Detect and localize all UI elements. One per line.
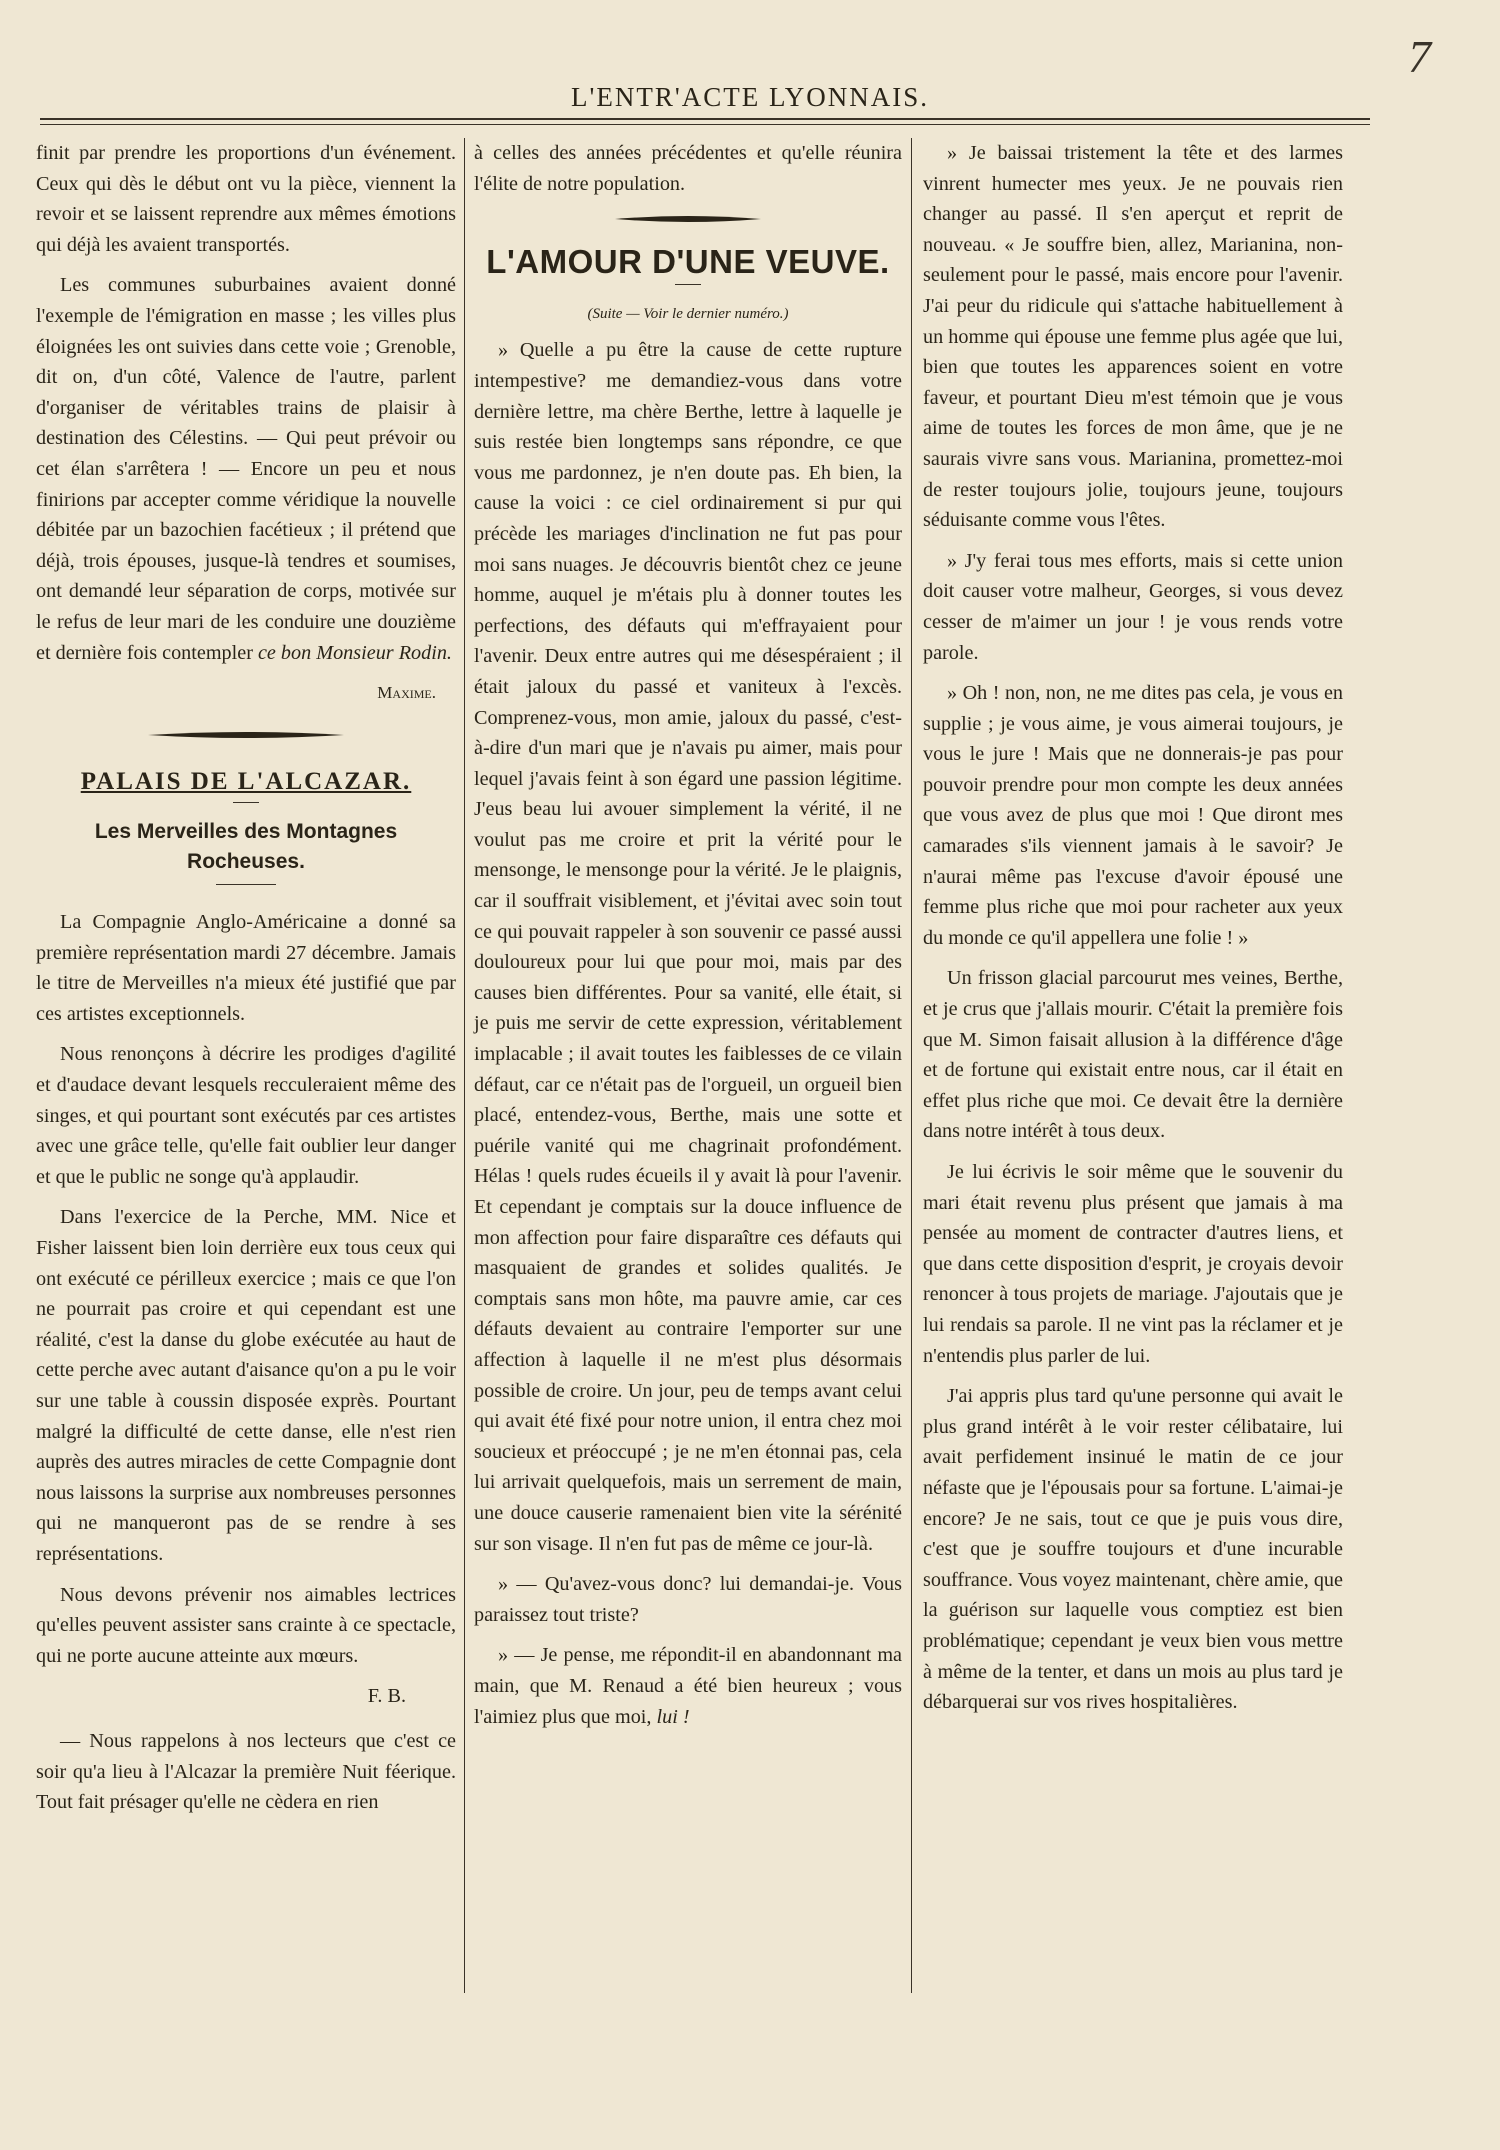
story-paragraph: » J'y ferai tous mes efforts, mais si cette union doit causer votre malheur, Georges, si vous devez cesser de m'aimer un jour ! je vous rends votre parole. — [923, 549, 1343, 664]
header-rule — [40, 118, 1370, 120]
page-number: 7 — [1408, 31, 1431, 82]
story-paragraph — [474, 1640, 902, 1732]
ornament-icon — [613, 213, 763, 225]
story-paragraph: » Oh ! non, non, ne me dites pas cela, je vous en supplie ; je vous aime, je vous aimerai toujours, je vous le jure ! Mais que ne donnerais-je pas pour pouvoir prendre pour mon compte les deux années que vous avez de plus que moi ! Que diront mes camarades s'ils viennent jamais à le savoir? Je n'aurai même pas l'excuse d'avoir épousé une femme plus riche que moi pour racheter aux yeux du monde ce qu'il appellera une folie ! » — [923, 682, 1343, 949]
story-paragraph: Un frisson glacial parcourut mes veines, Berthe, et je crus que j'allais mourir. C'était la première fois que M. Simon faisait allusion à la différence d'âge et de fortune qui existait entre nous, car il était en effet plus riche que moi. Ce devait être la dernière dans notre intérêt à tous deux. — [923, 967, 1343, 1143]
author-signature: F. B. — [367, 1685, 406, 1708]
column-2 — [474, 138, 902, 1742]
story-paragraph: » Quelle a pu être la cause de cette rupture intempestive? me demandiez-vous dans votre dernière lettre, ma chère Berthe, lettre à laquelle je suis restée bien longtemps sans répondre, ce que vous me pardonnez, je n'en doute pas. Eh bien, la cause la voici : ce ciel ordinairement si pur qui précède les mariages d'inclination ne fut pas pour moi sans nuages. Je découvris bientôt chez ce jeune homme, auquel je m'étais plu à donner toutes les perfections, des défauts qui m'effrayaient pour l'avenir. Deux entre autres qui me désespéraient ; il était jaloux du passé et vaniteux à l'excès. Comprenez-vous, mon amie, jaloux du passé, c'est-à-dire d'un mari que je n'avais pu aimer, mais pour lequel j'avais feint à son égard une passion légitime. J'eus beau lui avouer simplement la vérité, il ne voulut pas me croire et prit la vérité pour le mensonge, le mensonge pour la vérité. Je le plaignis, car il souffrait visiblement, et j'évitai avec soin tout ce qui pouvait rappeler à son souvenir ce passé aussi douloureux pour lui que pour moi, mais par des causes bien différentes. Pour sa vanité, elle était, si je puis me servir de cette expression, véritablement implacable ; il avait toutes les faiblesses de ce vilain défaut, car ce n'était pas de l'orgueil, un orgueil bien placé, entendez-vous, Berthe, mais une sotte et puérile vanité qui me chagrinait profondément. Hélas ! quels rudes écueils il y avait là pour l'avenir. Et cependant je comptais sur la douce influence de mon affection pour faire disparaître ces défauts qui masquaient de grandes et solides qualités. Je comptais sans mon hôte, ma pauvre amie, car ces défauts devaient au contraire l'emporter sur une affection à laquelle il ne m'est plus désormais possible de croire. Un jour, peu de temps avant celui qui avait été fixé pour notre union, il entra chez moi soucieux et préoccupé ; je ne m'en étonnai pas, cela lui arrivait quelquefois, mais un serrement de main, une douce causerie ramenaient bien vite la sérénité sur son visage. Il n'en fut pas de même ce jour-là. — [474, 339, 902, 1555]
title-dash — [233, 802, 259, 803]
article-paragraph: finit par prendre les proportions d'un événement. Ceux qui dès le début ont vu la pièce, viennent la revoir et se laissent reprendre aux mêmes émotions qui déjà les avaient transportés. — [36, 142, 456, 256]
column-divider — [464, 138, 465, 1993]
article-paragraph: — Nous rappelons à nos lecteurs que c'est ce soir qu'a lieu à l'Alcazar la première Nuit féerique. Tout fait présager qu'elle ne cèdera en rien — [36, 1729, 456, 1814]
author-signature: Maxime. — [377, 683, 436, 703]
title-dash — [675, 284, 701, 285]
story-emphasis: lui ! — [656, 1705, 690, 1728]
header-rule-thin — [40, 124, 1370, 125]
story-title: L'AMOUR D'UNE VEUVE. — [486, 243, 890, 281]
story-paragraph: Je lui écrivis le soir même que le souvenir du mari était revenu plus présent que jamais à ma pensée au moment de contracter d'autres liens, et que dans cette disposition d'esprit, je croyais devoir renoncer à tous projets de mariage. J'ajoutais que je lui rendais sa parole. Il ne vint pas la réclamer et je n'entendis plus parler de lui. — [923, 1161, 1343, 1367]
column-divider — [911, 138, 912, 1993]
article-paragraph: La Compagnie Anglo-Américaine a donné sa première représentation mardi 27 décembre. Jamais le titre de Merveilles n'a mieux été justifié que par ces artistes exceptionnels. — [36, 911, 456, 1025]
story-paragraph: J'ai appris plus tard qu'une personne qui avait le plus grand intérêt à le voir rester célibataire, lui avait perfidement insinué le matin de ce jour néfaste que je l'épousais pour sa fortune. L'aimai-je encore? Je ne sais, tout ce que je puis vous dire, c'est que je souffre toujours et d'une incurable souffrance. Vous voyez maintenant, chère amie, que la guérison sur laquelle vous comptiez est bien problématique; cependant je veux bien vous mettre à même de la tenter, et dans un mois au plus tard je débarquerai sur vos rives hospitalières. — [923, 1385, 1343, 1714]
ornament-rule-icon — [146, 730, 346, 740]
section-ornament — [36, 719, 456, 750]
section-title-alcazar: PALAIS DE L'ALCAZAR. — [80, 768, 412, 796]
article-text: Les communes suburbaines avaient donné l'exemple de l'émigration en masse ; les villes plus éloignées les ont suivies dans cette voie ; Grenoble, dit on, d'un côté, Valence de l'autre, parlent d'organiser de véritables trains de plaisir à destination des Célestins. — Qui peut prévoir ou cet élan s'arrêtera ! — Encore un peu et nous finirions par accepter comme véridique la nouvelle débitée par un bazochien facétieux ; il prétend que déjà, trois épouses, jusque-là tendres et soumises, ont demandé leur séparation de corps, motivée sur le refus de leur mari de les conduire une douzième et dernière fois contempler — [36, 274, 456, 664]
story-text: » — Je pense, me répondit-il en abandonnant ma main, que M. Renaud a été bien heureux ; vous l'aimiez plus que moi, — [474, 1644, 902, 1728]
title-rule — [216, 884, 276, 885]
article-paragraph: à celles des années précédentes et qu'elle réunira l'élite de notre population. — [474, 142, 902, 195]
column-3 — [923, 138, 1343, 1728]
story-paragraph: » Je baissai tristement la tête et des larmes vinrent humecter mes yeux. Je ne pouvais rien changer au passé. Il s'en aperçut et reprit de nouveau. « Je souffre bien, allez, Marianina, non-seulement pour le passé, mais encore pour l'avenir. J'ai peur du ridicule qui s'attache habituellement à un homme qui épouse une femme plus agée que lui, bien que toutes les apparences soient en votre faveur, et pourtant Dieu m'est témoin que je vous aime de toutes les forces de mon âme, que je ne saurais vivre sans vous. Marianina, promettez-moi de rester toujours jolie, toujours jeune, toujours séduisante comme vous l'êtes. — [923, 142, 1343, 532]
subsection-title: Les Merveilles des Montagnes Rocheuses. — [94, 819, 398, 874]
article-paragraph — [36, 270, 456, 668]
column-1 — [36, 138, 456, 1828]
article-emphasis: ce bon Monsieur Rodin. — [257, 641, 452, 664]
masthead-title: L'ENTR'ACTE LYONNAIS. — [571, 82, 929, 112]
article-paragraph: Nous renonçons à décrire les prodiges d'agilité et d'audace devant lesquels recculeraient même des singes, et qui pourtant sont exécutés par ces artistes avec une grâce telle, qu'elle fait oublier leur danger et que le public ne songe qu'à applaudir. — [36, 1043, 456, 1188]
article-paragraph: Nous devons prévenir nos aimables lectrices qu'elles peuvent assister sans crainte à ce spectacle, qui ne porte aucune atteinte aux mœurs. — [36, 1583, 456, 1667]
story-continuation-note: (Suite — Voir le dernier numéro.) — [587, 305, 789, 322]
story-paragraph: » — Qu'avez-vous donc? lui demandai-je. Vous paraissez tout triste? — [474, 1573, 902, 1626]
article-paragraph: Dans l'exercice de la Perche, MM. Nice et Fisher laissent bien loin derrière eux tous ceux qui ont exécuté ce périlleux exercice ; mais ce que l'on ne pourrait pas croire et qui cependant est une réalité, c'est la danse du globe exécutée au haut de cette perche avec autant d'aisance qu'on a pu le voir sur une table à coussin disposée exprès. Pourtant malgré la difficulté de cette danse, elle n'est rien auprès des autres miracles de cette Compagnie dont nous laissons la surprise aux nombreuses personnes qui ne manqueront pas de se rendre à ses représentations. — [36, 1206, 456, 1565]
